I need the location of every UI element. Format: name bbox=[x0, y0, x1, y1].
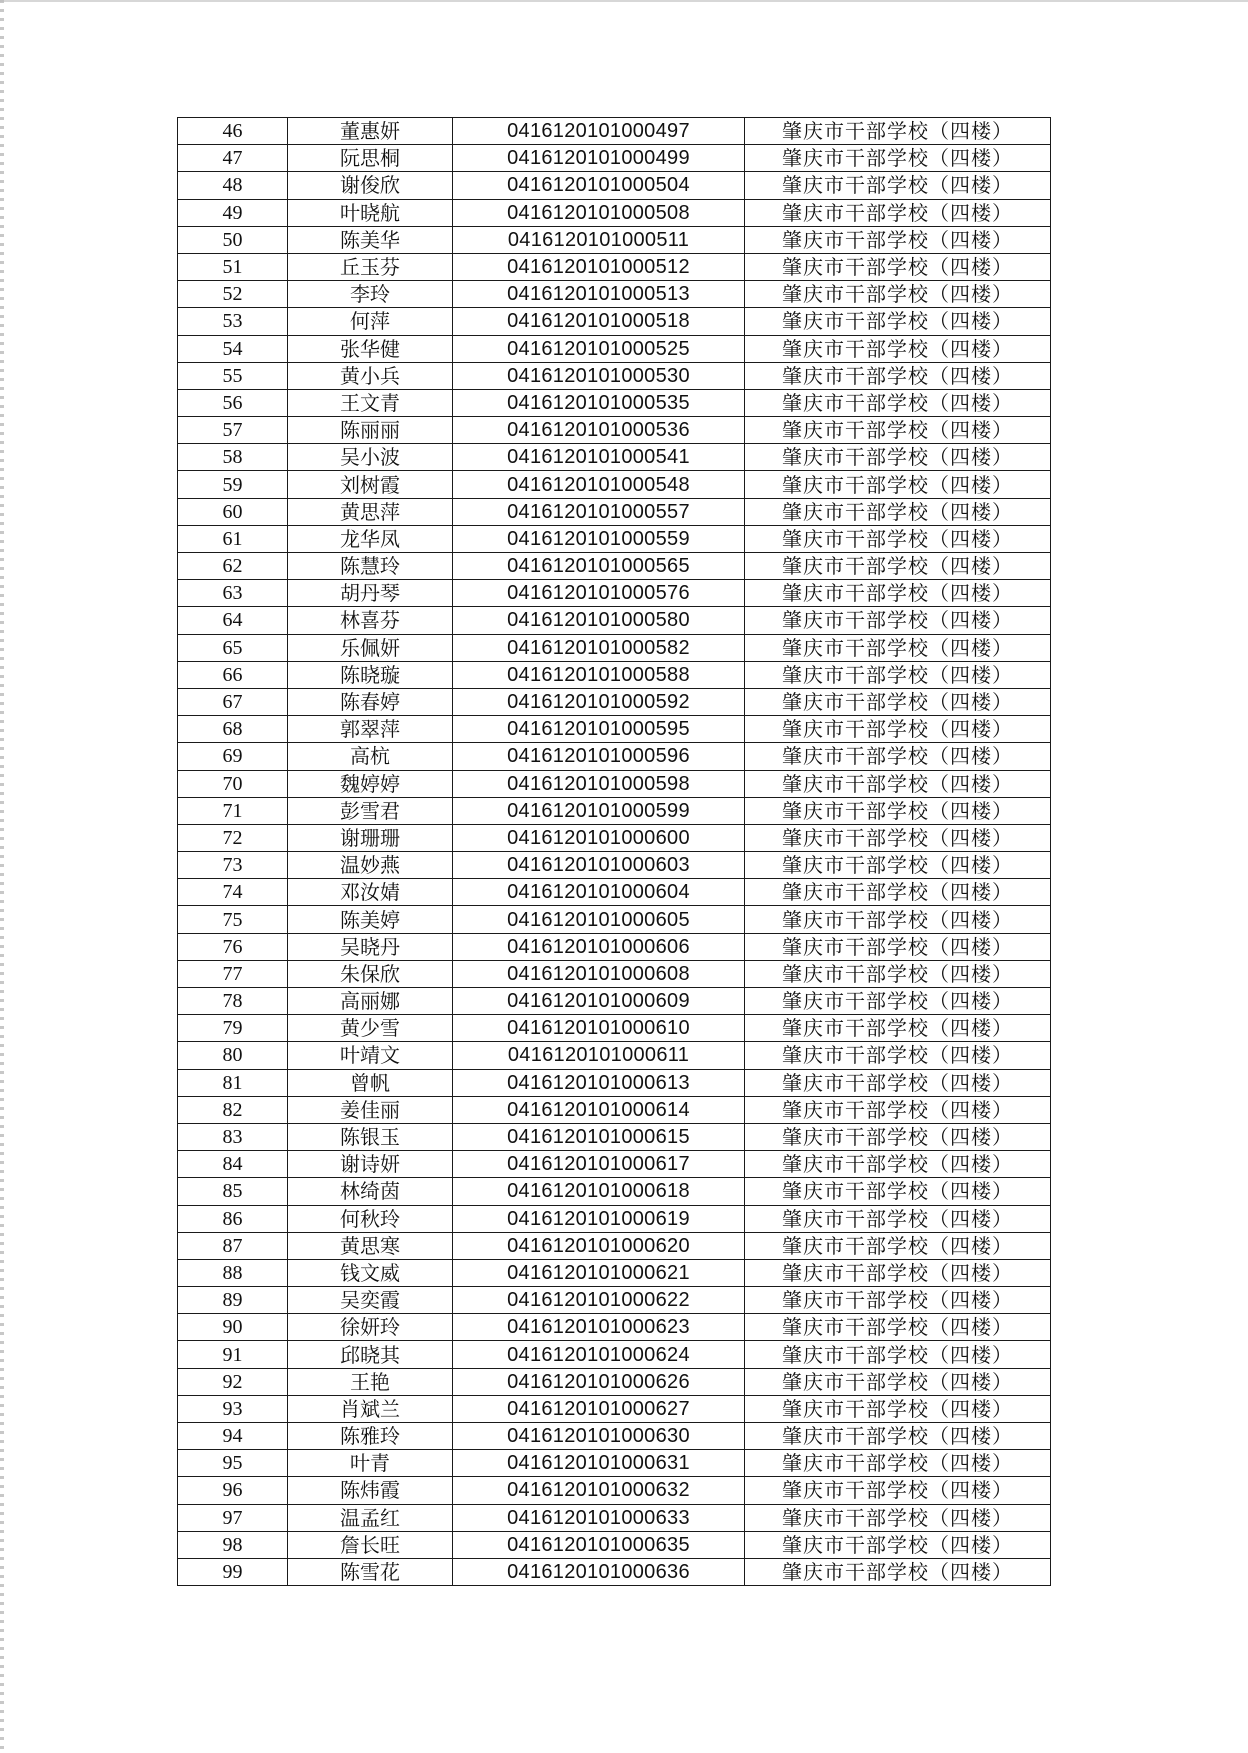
ticket-number-cell: 0416120101000630 bbox=[453, 1423, 745, 1450]
ticket-number-cell: 0416120101000608 bbox=[453, 960, 745, 987]
row-number-cell: 57 bbox=[178, 417, 288, 444]
table-row bbox=[178, 1423, 1051, 1450]
ticket-number-cell: 0416120101000622 bbox=[453, 1287, 745, 1314]
candidate-name-cell: 黄思寒 bbox=[288, 1232, 453, 1259]
candidate-name-cell: 徐妍玲 bbox=[288, 1314, 453, 1341]
exam-venue-cell: 肇庆市干部学校（四楼） bbox=[745, 1314, 1051, 1341]
row-number-cell: 99 bbox=[178, 1558, 288, 1585]
table-row bbox=[178, 1341, 1051, 1368]
row-number-cell: 75 bbox=[178, 906, 288, 933]
candidate-name-cell: 温孟红 bbox=[288, 1504, 453, 1531]
row-number-cell: 86 bbox=[178, 1205, 288, 1232]
ticket-number-cell: 0416120101000614 bbox=[453, 1096, 745, 1123]
table-row bbox=[178, 1368, 1051, 1395]
table-row bbox=[178, 118, 1051, 145]
exam-venue-cell: 肇庆市干部学校（四楼） bbox=[745, 1259, 1051, 1286]
exam-venue-cell: 肇庆市干部学校（四楼） bbox=[745, 988, 1051, 1015]
table-row bbox=[178, 1178, 1051, 1205]
ticket-number-cell: 0416120101000576 bbox=[453, 580, 745, 607]
ticket-number-cell: 0416120101000559 bbox=[453, 525, 745, 552]
candidate-name-cell: 邱晓其 bbox=[288, 1341, 453, 1368]
row-number-cell: 46 bbox=[178, 118, 288, 145]
candidate-name-cell: 陈雅玲 bbox=[288, 1423, 453, 1450]
row-number-cell: 85 bbox=[178, 1178, 288, 1205]
candidate-name-cell: 陈慧玲 bbox=[288, 553, 453, 580]
exam-venue-cell: 肇庆市干部学校（四楼） bbox=[745, 1205, 1051, 1232]
exam-venue-cell: 肇庆市干部学校（四楼） bbox=[745, 824, 1051, 851]
ticket-number-cell: 0416120101000565 bbox=[453, 553, 745, 580]
row-number-cell: 92 bbox=[178, 1368, 288, 1395]
exam-venue-cell: 肇庆市干部学校（四楼） bbox=[745, 444, 1051, 471]
exam-venue-cell: 肇庆市干部学校（四楼） bbox=[745, 1477, 1051, 1504]
exam-venue-cell: 肇庆市干部学校（四楼） bbox=[745, 471, 1051, 498]
table-row bbox=[178, 1504, 1051, 1531]
ticket-number-cell: 0416120101000632 bbox=[453, 1477, 745, 1504]
row-number-cell: 71 bbox=[178, 797, 288, 824]
exam-venue-cell: 肇庆市干部学校（四楼） bbox=[745, 1069, 1051, 1096]
ticket-number-cell: 0416120101000613 bbox=[453, 1069, 745, 1096]
row-number-cell: 70 bbox=[178, 770, 288, 797]
row-number-cell: 61 bbox=[178, 525, 288, 552]
ticket-number-cell: 0416120101000512 bbox=[453, 253, 745, 280]
table-row bbox=[178, 199, 1051, 226]
table-row bbox=[178, 525, 1051, 552]
table-row bbox=[178, 960, 1051, 987]
row-number-cell: 91 bbox=[178, 1341, 288, 1368]
row-number-cell: 62 bbox=[178, 553, 288, 580]
candidate-name-cell: 谢珊珊 bbox=[288, 824, 453, 851]
ticket-number-cell: 0416120101000541 bbox=[453, 444, 745, 471]
table-row bbox=[178, 1069, 1051, 1096]
candidate-name-cell: 谢诗妍 bbox=[288, 1151, 453, 1178]
row-number-cell: 52 bbox=[178, 281, 288, 308]
row-number-cell: 88 bbox=[178, 1259, 288, 1286]
ticket-number-cell: 0416120101000624 bbox=[453, 1341, 745, 1368]
exam-venue-cell: 肇庆市干部学校（四楼） bbox=[745, 797, 1051, 824]
exam-venue-cell: 肇庆市干部学校（四楼） bbox=[745, 1178, 1051, 1205]
roster-page bbox=[177, 117, 1050, 1586]
candidate-name-cell: 王艳 bbox=[288, 1368, 453, 1395]
exam-venue-cell: 肇庆市干部学校（四楼） bbox=[745, 1042, 1051, 1069]
ticket-number-cell: 0416120101000618 bbox=[453, 1178, 745, 1205]
table-row bbox=[178, 797, 1051, 824]
candidate-name-cell: 乐佩妍 bbox=[288, 634, 453, 661]
row-number-cell: 47 bbox=[178, 145, 288, 172]
exam-venue-cell: 肇庆市干部学校（四楼） bbox=[745, 253, 1051, 280]
ticket-number-cell: 0416120101000588 bbox=[453, 661, 745, 688]
row-number-cell: 55 bbox=[178, 362, 288, 389]
ticket-number-cell: 0416120101000633 bbox=[453, 1504, 745, 1531]
candidate-name-cell: 黄小兵 bbox=[288, 362, 453, 389]
candidate-name-cell: 陈晓璇 bbox=[288, 661, 453, 688]
candidate-name-cell: 黄思萍 bbox=[288, 498, 453, 525]
ticket-number-cell: 0416120101000609 bbox=[453, 988, 745, 1015]
row-number-cell: 64 bbox=[178, 607, 288, 634]
candidate-name-cell: 陈银玉 bbox=[288, 1123, 453, 1150]
table-row bbox=[178, 852, 1051, 879]
candidate-name-cell: 姜佳丽 bbox=[288, 1096, 453, 1123]
exam-venue-cell: 肇庆市干部学校（四楼） bbox=[745, 1558, 1051, 1585]
table-row bbox=[178, 172, 1051, 199]
table-row bbox=[178, 906, 1051, 933]
exam-venue-cell: 肇庆市干部学校（四楼） bbox=[745, 1531, 1051, 1558]
candidate-name-cell: 陈美华 bbox=[288, 226, 453, 253]
ticket-number-cell: 0416120101000610 bbox=[453, 1015, 745, 1042]
candidate-name-cell: 刘树霞 bbox=[288, 471, 453, 498]
row-number-cell: 78 bbox=[178, 988, 288, 1015]
exam-venue-cell: 肇庆市干部学校（四楼） bbox=[745, 1151, 1051, 1178]
table-row bbox=[178, 716, 1051, 743]
candidate-name-cell: 何萍 bbox=[288, 308, 453, 335]
candidate-name-cell: 詹长旺 bbox=[288, 1531, 453, 1558]
table-row bbox=[178, 226, 1051, 253]
table-row bbox=[178, 1314, 1051, 1341]
row-number-cell: 54 bbox=[178, 335, 288, 362]
table-row bbox=[178, 1232, 1051, 1259]
ticket-number-cell: 0416120101000626 bbox=[453, 1368, 745, 1395]
exam-venue-cell: 肇庆市干部学校（四楼） bbox=[745, 1287, 1051, 1314]
row-number-cell: 73 bbox=[178, 852, 288, 879]
scan-edge-top bbox=[0, 0, 1248, 2]
candidate-name-cell: 林绮茵 bbox=[288, 1178, 453, 1205]
exam-venue-cell: 肇庆市干部学校（四楼） bbox=[745, 335, 1051, 362]
ticket-number-cell: 0416120101000611 bbox=[453, 1042, 745, 1069]
exam-venue-cell: 肇庆市干部学校（四楼） bbox=[745, 1504, 1051, 1531]
table-row bbox=[178, 1395, 1051, 1422]
ticket-number-cell: 0416120101000636 bbox=[453, 1558, 745, 1585]
row-number-cell: 68 bbox=[178, 716, 288, 743]
table-row bbox=[178, 1477, 1051, 1504]
table-row bbox=[178, 1450, 1051, 1477]
exam-venue-cell: 肇庆市干部学校（四楼） bbox=[745, 362, 1051, 389]
candidate-name-cell: 李玲 bbox=[288, 281, 453, 308]
exam-venue-cell: 肇庆市干部学校（四楼） bbox=[745, 308, 1051, 335]
ticket-number-cell: 0416120101000536 bbox=[453, 417, 745, 444]
ticket-number-cell: 0416120101000596 bbox=[453, 743, 745, 770]
exam-venue-cell: 肇庆市干部学校（四楼） bbox=[745, 1395, 1051, 1422]
table-row bbox=[178, 417, 1051, 444]
row-number-cell: 59 bbox=[178, 471, 288, 498]
candidate-name-cell: 叶晓航 bbox=[288, 199, 453, 226]
table-row bbox=[178, 362, 1051, 389]
exam-venue-cell: 肇庆市干部学校（四楼） bbox=[745, 1368, 1051, 1395]
table-row bbox=[178, 634, 1051, 661]
candidate-name-cell: 叶青 bbox=[288, 1450, 453, 1477]
ticket-number-cell: 0416120101000592 bbox=[453, 688, 745, 715]
ticket-number-cell: 0416120101000518 bbox=[453, 308, 745, 335]
candidate-name-cell: 陈丽丽 bbox=[288, 417, 453, 444]
ticket-number-cell: 0416120101000635 bbox=[453, 1531, 745, 1558]
exam-venue-cell: 肇庆市干部学校（四楼） bbox=[745, 1450, 1051, 1477]
ticket-number-cell: 0416120101000617 bbox=[453, 1151, 745, 1178]
candidate-name-cell: 陈炜霞 bbox=[288, 1477, 453, 1504]
exam-venue-cell: 肇庆市干部学校（四楼） bbox=[745, 498, 1051, 525]
candidate-name-cell: 朱保欣 bbox=[288, 960, 453, 987]
row-number-cell: 74 bbox=[178, 879, 288, 906]
candidate-name-cell: 黄少雪 bbox=[288, 1015, 453, 1042]
ticket-number-cell: 0416120101000599 bbox=[453, 797, 745, 824]
exam-venue-cell: 肇庆市干部学校（四楼） bbox=[745, 933, 1051, 960]
ticket-number-cell: 0416120101000548 bbox=[453, 471, 745, 498]
ticket-number-cell: 0416120101000605 bbox=[453, 906, 745, 933]
table-row bbox=[178, 308, 1051, 335]
row-number-cell: 56 bbox=[178, 389, 288, 416]
candidate-name-cell: 魏婷婷 bbox=[288, 770, 453, 797]
ticket-number-cell: 0416120101000513 bbox=[453, 281, 745, 308]
row-number-cell: 48 bbox=[178, 172, 288, 199]
table-row bbox=[178, 770, 1051, 797]
exam-venue-cell: 肇庆市干部学校（四楼） bbox=[745, 1232, 1051, 1259]
row-number-cell: 90 bbox=[178, 1314, 288, 1341]
row-number-cell: 50 bbox=[178, 226, 288, 253]
candidate-name-cell: 龙华凤 bbox=[288, 525, 453, 552]
row-number-cell: 66 bbox=[178, 661, 288, 688]
row-number-cell: 89 bbox=[178, 1287, 288, 1314]
candidate-table bbox=[177, 117, 1051, 1586]
ticket-number-cell: 0416120101000620 bbox=[453, 1232, 745, 1259]
candidate-name-cell: 曾帆 bbox=[288, 1069, 453, 1096]
exam-venue-cell: 肇庆市干部学校（四楼） bbox=[745, 743, 1051, 770]
candidate-name-cell: 陈美婷 bbox=[288, 906, 453, 933]
row-number-cell: 96 bbox=[178, 1477, 288, 1504]
row-number-cell: 53 bbox=[178, 308, 288, 335]
table-row bbox=[178, 553, 1051, 580]
table-row bbox=[178, 335, 1051, 362]
ticket-number-cell: 0416120101000600 bbox=[453, 824, 745, 851]
table-row bbox=[178, 688, 1051, 715]
exam-venue-cell: 肇庆市干部学校（四楼） bbox=[745, 770, 1051, 797]
candidate-name-cell: 胡丹琴 bbox=[288, 580, 453, 607]
exam-venue-cell: 肇庆市干部学校（四楼） bbox=[745, 226, 1051, 253]
exam-venue-cell: 肇庆市干部学校（四楼） bbox=[745, 852, 1051, 879]
ticket-number-cell: 0416120101000582 bbox=[453, 634, 745, 661]
exam-venue-cell: 肇庆市干部学校（四楼） bbox=[745, 1423, 1051, 1450]
table-row bbox=[178, 1531, 1051, 1558]
ticket-number-cell: 0416120101000621 bbox=[453, 1259, 745, 1286]
ticket-number-cell: 0416120101000603 bbox=[453, 852, 745, 879]
row-number-cell: 80 bbox=[178, 1042, 288, 1069]
exam-venue-cell: 肇庆市干部学校（四楼） bbox=[745, 1341, 1051, 1368]
ticket-number-cell: 0416120101000530 bbox=[453, 362, 745, 389]
row-number-cell: 83 bbox=[178, 1123, 288, 1150]
ticket-number-cell: 0416120101000504 bbox=[453, 172, 745, 199]
table-row bbox=[178, 1558, 1051, 1585]
candidate-name-cell: 吴小波 bbox=[288, 444, 453, 471]
ticket-number-cell: 0416120101000623 bbox=[453, 1314, 745, 1341]
candidate-name-cell: 董惠妍 bbox=[288, 118, 453, 145]
table-row bbox=[178, 1123, 1051, 1150]
scan-edge-left bbox=[0, 0, 4, 1753]
candidate-name-cell: 张华健 bbox=[288, 335, 453, 362]
row-number-cell: 84 bbox=[178, 1151, 288, 1178]
exam-venue-cell: 肇庆市干部学校（四楼） bbox=[745, 145, 1051, 172]
ticket-number-cell: 0416120101000615 bbox=[453, 1123, 745, 1150]
table-row bbox=[178, 607, 1051, 634]
ticket-number-cell: 0416120101000606 bbox=[453, 933, 745, 960]
exam-venue-cell: 肇庆市干部学校（四楼） bbox=[745, 172, 1051, 199]
table-row bbox=[178, 1042, 1051, 1069]
row-number-cell: 76 bbox=[178, 933, 288, 960]
ticket-number-cell: 0416120101000499 bbox=[453, 145, 745, 172]
ticket-number-cell: 0416120101000525 bbox=[453, 335, 745, 362]
ticket-number-cell: 0416120101000508 bbox=[453, 199, 745, 226]
row-number-cell: 69 bbox=[178, 743, 288, 770]
row-number-cell: 97 bbox=[178, 1504, 288, 1531]
table-row bbox=[178, 389, 1051, 416]
candidate-name-cell: 吴晓丹 bbox=[288, 933, 453, 960]
table-row bbox=[178, 933, 1051, 960]
row-number-cell: 98 bbox=[178, 1531, 288, 1558]
table-row bbox=[178, 471, 1051, 498]
exam-venue-cell: 肇庆市干部学校（四楼） bbox=[745, 716, 1051, 743]
exam-venue-cell: 肇庆市干部学校（四楼） bbox=[745, 525, 1051, 552]
ticket-number-cell: 0416120101000595 bbox=[453, 716, 745, 743]
row-number-cell: 94 bbox=[178, 1423, 288, 1450]
exam-venue-cell: 肇庆市干部学校（四楼） bbox=[745, 553, 1051, 580]
exam-venue-cell: 肇庆市干部学校（四楼） bbox=[745, 1015, 1051, 1042]
row-number-cell: 95 bbox=[178, 1450, 288, 1477]
exam-venue-cell: 肇庆市干部学校（四楼） bbox=[745, 199, 1051, 226]
row-number-cell: 63 bbox=[178, 580, 288, 607]
candidate-name-cell: 王文青 bbox=[288, 389, 453, 416]
row-number-cell: 79 bbox=[178, 1015, 288, 1042]
table-row bbox=[178, 253, 1051, 280]
exam-venue-cell: 肇庆市干部学校（四楼） bbox=[745, 1096, 1051, 1123]
candidate-name-cell: 林喜芬 bbox=[288, 607, 453, 634]
exam-venue-cell: 肇庆市干部学校（四楼） bbox=[745, 1123, 1051, 1150]
candidate-name-cell: 叶靖文 bbox=[288, 1042, 453, 1069]
exam-venue-cell: 肇庆市干部学校（四楼） bbox=[745, 417, 1051, 444]
table-row bbox=[178, 1096, 1051, 1123]
candidate-name-cell: 温妙燕 bbox=[288, 852, 453, 879]
table-row bbox=[178, 1015, 1051, 1042]
exam-venue-cell: 肇庆市干部学校（四楼） bbox=[745, 281, 1051, 308]
table-row bbox=[178, 879, 1051, 906]
table-row bbox=[178, 824, 1051, 851]
candidate-name-cell: 高杭 bbox=[288, 743, 453, 770]
table-row bbox=[178, 743, 1051, 770]
candidate-name-cell: 吴奕霞 bbox=[288, 1287, 453, 1314]
candidate-table-body bbox=[178, 118, 1051, 1586]
exam-venue-cell: 肇庆市干部学校（四楼） bbox=[745, 634, 1051, 661]
row-number-cell: 81 bbox=[178, 1069, 288, 1096]
exam-venue-cell: 肇庆市干部学校（四楼） bbox=[745, 580, 1051, 607]
table-row bbox=[178, 1259, 1051, 1286]
exam-venue-cell: 肇庆市干部学校（四楼） bbox=[745, 661, 1051, 688]
candidate-name-cell: 陈春婷 bbox=[288, 688, 453, 715]
row-number-cell: 65 bbox=[178, 634, 288, 661]
ticket-number-cell: 0416120101000598 bbox=[453, 770, 745, 797]
candidate-name-cell: 陈雪花 bbox=[288, 1558, 453, 1585]
row-number-cell: 51 bbox=[178, 253, 288, 280]
candidate-name-cell: 何秋玲 bbox=[288, 1205, 453, 1232]
row-number-cell: 87 bbox=[178, 1232, 288, 1259]
row-number-cell: 60 bbox=[178, 498, 288, 525]
ticket-number-cell: 0416120101000631 bbox=[453, 1450, 745, 1477]
candidate-name-cell: 肖斌兰 bbox=[288, 1395, 453, 1422]
ticket-number-cell: 0416120101000557 bbox=[453, 498, 745, 525]
exam-venue-cell: 肇庆市干部学校（四楼） bbox=[745, 607, 1051, 634]
ticket-number-cell: 0416120101000535 bbox=[453, 389, 745, 416]
candidate-name-cell: 彭雪君 bbox=[288, 797, 453, 824]
ticket-number-cell: 0416120101000497 bbox=[453, 118, 745, 145]
table-row bbox=[178, 988, 1051, 1015]
table-row bbox=[178, 580, 1051, 607]
table-row bbox=[178, 498, 1051, 525]
ticket-number-cell: 0416120101000619 bbox=[453, 1205, 745, 1232]
row-number-cell: 77 bbox=[178, 960, 288, 987]
row-number-cell: 58 bbox=[178, 444, 288, 471]
candidate-name-cell: 高丽娜 bbox=[288, 988, 453, 1015]
row-number-cell: 82 bbox=[178, 1096, 288, 1123]
candidate-name-cell: 阮思桐 bbox=[288, 145, 453, 172]
ticket-number-cell: 0416120101000511 bbox=[453, 226, 745, 253]
table-row bbox=[178, 1151, 1051, 1178]
exam-venue-cell: 肇庆市干部学校（四楼） bbox=[745, 688, 1051, 715]
table-row bbox=[178, 1287, 1051, 1314]
exam-venue-cell: 肇庆市干部学校（四楼） bbox=[745, 389, 1051, 416]
table-row bbox=[178, 1205, 1051, 1232]
exam-venue-cell: 肇庆市干部学校（四楼） bbox=[745, 960, 1051, 987]
candidate-name-cell: 丘玉芬 bbox=[288, 253, 453, 280]
candidate-name-cell: 谢俊欣 bbox=[288, 172, 453, 199]
ticket-number-cell: 0416120101000580 bbox=[453, 607, 745, 634]
row-number-cell: 49 bbox=[178, 199, 288, 226]
row-number-cell: 67 bbox=[178, 688, 288, 715]
table-row bbox=[178, 444, 1051, 471]
row-number-cell: 93 bbox=[178, 1395, 288, 1422]
candidate-name-cell: 郭翠萍 bbox=[288, 716, 453, 743]
candidate-name-cell: 钱文威 bbox=[288, 1259, 453, 1286]
table-row bbox=[178, 661, 1051, 688]
candidate-name-cell: 邓汝婧 bbox=[288, 879, 453, 906]
exam-venue-cell: 肇庆市干部学校（四楼） bbox=[745, 118, 1051, 145]
exam-venue-cell: 肇庆市干部学校（四楼） bbox=[745, 879, 1051, 906]
table-row bbox=[178, 281, 1051, 308]
ticket-number-cell: 0416120101000627 bbox=[453, 1395, 745, 1422]
row-number-cell: 72 bbox=[178, 824, 288, 851]
exam-venue-cell: 肇庆市干部学校（四楼） bbox=[745, 906, 1051, 933]
ticket-number-cell: 0416120101000604 bbox=[453, 879, 745, 906]
table-row bbox=[178, 145, 1051, 172]
